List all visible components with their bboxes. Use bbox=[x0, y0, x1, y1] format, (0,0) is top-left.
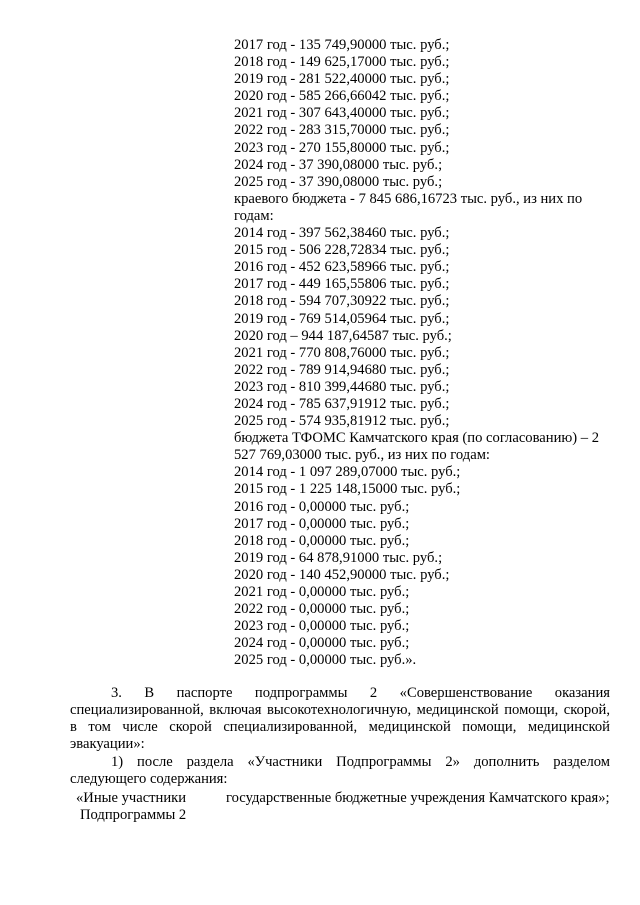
funding-line: 2020 год - 585 266,66042 тыс. руб.; bbox=[234, 88, 450, 105]
funding-line: 2017 год - 449 165,55806 тыс. руб.; bbox=[234, 276, 450, 293]
funding-line: 2024 год - 37 390,08000 тыс. руб.; bbox=[234, 156, 443, 173]
tfoms-budget-heading: бюджета ТФОМС Камчатского края (по согласованию) – 2 527 769,03000 тыс. руб., из них по годам: bbox=[234, 430, 600, 464]
funding-line: 2019 год - 64 878,91000 тыс. руб.; bbox=[234, 549, 443, 566]
funding-line: 2024 год - 0,00000 тыс. руб.; bbox=[234, 635, 410, 652]
funding-line: 2023 год - 270 155,80000 тыс. руб.; bbox=[234, 139, 450, 156]
funding-line: 2021 год - 770 808,76000 тыс. руб.; bbox=[234, 344, 450, 361]
funding-line: 2015 год - 506 228,72834 тыс. руб.; bbox=[234, 242, 450, 259]
funding-line: 2021 год - 0,00000 тыс. руб.; bbox=[234, 584, 410, 600]
funding-line: 2020 год – 944 187,64587 тыс. руб.; bbox=[234, 327, 452, 344]
paragraph-3: 3. В паспорте подпрограммы 2 «Совершенствование оказания специализированной, включая высокотехнологичную, медицинской помощи, скорой, в том числе скорой специализированной, медицинской помощи, медицинской эвакуации»: bbox=[70, 685, 610, 753]
funding-line: 2018 год - 149 625,17000 тыс. руб.; bbox=[234, 54, 450, 71]
funding-line: 2016 год - 452 623,58966 тыс. руб.; bbox=[234, 259, 450, 276]
funding-line: 2018 год - 0,00000 тыс. руб.; bbox=[234, 532, 410, 549]
funding-line: 2017 год - 135 749,90000 тыс. руб.; bbox=[234, 37, 450, 53]
funding-line: 2025 год - 37 390,08000 тыс. руб.; bbox=[234, 173, 443, 190]
funding-line: 2025 год - 0,00000 тыс. руб.». bbox=[234, 652, 417, 669]
funding-column bbox=[234, 37, 606, 669]
funding-line: 2024 год - 785 637,91912 тыс. руб.; bbox=[234, 395, 450, 412]
funding-line: 2014 год - 1 097 289,07000 тыс. руб.; bbox=[234, 464, 461, 481]
funding-line: 2017 год - 0,00000 тыс. руб.; bbox=[234, 515, 410, 532]
funding-line: 2023 год - 810 399,44680 тыс. руб.; bbox=[234, 378, 450, 395]
participants-label-line2: Подпрограммы 2 bbox=[80, 806, 187, 823]
participants-row bbox=[70, 790, 610, 824]
funding-line: 2019 год - 769 514,05964 тыс. руб.; bbox=[234, 310, 450, 327]
participants-value: государственные бюджетные учреждения Камчатского края»; bbox=[226, 789, 610, 806]
funding-line: 2014 год - 397 562,38460 тыс. руб.; bbox=[234, 225, 450, 242]
participants-label-line1: «Иные участники bbox=[76, 789, 187, 806]
amendment-text bbox=[70, 685, 610, 824]
funding-line: 2025 год - 574 935,81912 тыс. руб.; bbox=[234, 413, 450, 430]
participants-label bbox=[70, 790, 226, 824]
funding-line: 2016 год - 0,00000 тыс. руб.; bbox=[234, 498, 410, 515]
funding-line: 2022 год - 283 315,70000 тыс. руб.; bbox=[234, 122, 450, 139]
funding-line: 2019 год - 281 522,40000 тыс. руб.; bbox=[234, 71, 450, 88]
funding-line: 2015 год - 1 225 148,15000 тыс. руб.; bbox=[234, 481, 461, 498]
funding-line: 2023 год - 0,00000 тыс. руб.; bbox=[234, 618, 410, 635]
funding-line: 2020 год - 140 452,90000 тыс. руб.; bbox=[234, 566, 450, 583]
funding-line: 2022 год - 0,00000 тыс. руб.; bbox=[234, 601, 410, 618]
funding-line: 2018 год - 594 707,30922 тыс. руб.; bbox=[234, 293, 450, 310]
funding-line: 2021 год - 307 643,40000 тыс. руб.; bbox=[234, 105, 450, 122]
paragraph-3-1: 1) после раздела «Участники Подпрограммы 2» дополнить разделом следующего содержания: bbox=[70, 754, 610, 788]
krai-budget-heading: краевого бюджета - 7 845 686,16723 тыс. руб., из них по годам: bbox=[234, 190, 583, 224]
funding-line: 2022 год - 789 914,94680 тыс. руб.; bbox=[234, 361, 450, 378]
